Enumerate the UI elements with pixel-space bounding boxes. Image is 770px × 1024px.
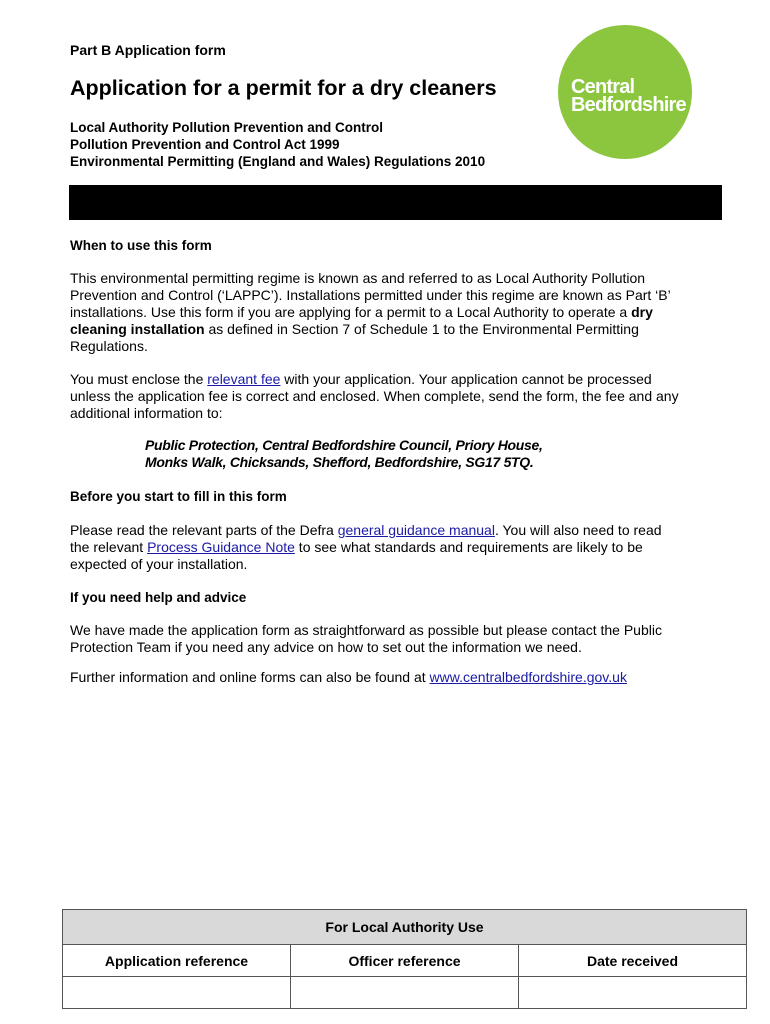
text-line: expected of your installation. bbox=[70, 556, 248, 572]
application-reference-cell[interactable] bbox=[63, 977, 291, 1009]
legislation-line: Local Authority Pollution Prevention and Control bbox=[70, 120, 383, 135]
relevant-fee-link[interactable]: relevant fee bbox=[207, 371, 281, 387]
text-line: additional information to: bbox=[70, 405, 223, 421]
text-run: with your application. Your application cannot be processed bbox=[280, 371, 652, 387]
text-line: We have made the application form as straightforward as possible but please contact the Public bbox=[70, 622, 662, 638]
text-line: Protection Team if you need any advice on how to set out the information we need. bbox=[70, 639, 582, 655]
table-row bbox=[63, 977, 747, 1009]
table-title-row bbox=[63, 910, 747, 945]
postal-address bbox=[145, 437, 543, 471]
column-header-officer-reference: Officer reference bbox=[291, 945, 519, 977]
when-paragraph-1 bbox=[70, 270, 750, 355]
text-line bbox=[70, 539, 750, 556]
before-paragraph bbox=[70, 522, 750, 573]
text-run: the relevant bbox=[70, 539, 148, 555]
help-paragraph bbox=[70, 622, 750, 656]
text-run: You must enclose the bbox=[70, 371, 208, 387]
address-line: Monks Walk, Chicksands, Shefford, Bedfordshire, SG17 5TQ. bbox=[145, 454, 534, 470]
page-title: Application for a permit for a dry cleaners bbox=[70, 76, 497, 100]
text-line bbox=[70, 321, 750, 338]
address-line: Public Protection, Central Bedfordshire Council, Priory House, bbox=[145, 437, 543, 453]
black-banner bbox=[69, 185, 722, 220]
text-line: This environmental permitting regime is known as and referred to as Local Authority Pollution bbox=[70, 270, 646, 286]
text-run: Further information and online forms can also be found at bbox=[70, 669, 430, 685]
text-run: Please read the relevant parts of the Defra bbox=[70, 522, 338, 538]
text-line: unless the application fee is correct and enclosed. When complete, send the form, the fee and any bbox=[70, 388, 679, 404]
text-run: to see what standards and requirements are likely to be bbox=[294, 539, 643, 555]
legislation-list bbox=[70, 119, 485, 170]
bold-text-run: dry bbox=[631, 304, 653, 320]
process-guidance-note-link[interactable]: Process Guidance Note bbox=[147, 539, 295, 555]
text-line bbox=[70, 371, 750, 388]
text-line bbox=[70, 304, 750, 321]
table-title: For Local Authority Use bbox=[63, 910, 747, 945]
local-authority-use-table bbox=[62, 909, 747, 1009]
text-run: installations. Use this form if you are applying for a permit to a Local Authority to operate a bbox=[70, 304, 632, 320]
officer-reference-cell[interactable] bbox=[291, 977, 519, 1009]
general-guidance-manual-link[interactable]: general guidance manual bbox=[337, 522, 495, 538]
before-heading: Before you start to fill in this form bbox=[70, 489, 287, 504]
website-link[interactable]: www.centralbedfordshire.gov.uk bbox=[429, 669, 627, 685]
help-heading: If you need help and advice bbox=[70, 590, 247, 605]
logo-text-line1: Central bbox=[571, 76, 635, 98]
text-run: as defined in Section 7 of Schedule 1 to the Environmental Permitting bbox=[204, 321, 639, 337]
text-line bbox=[70, 669, 750, 686]
central-bedfordshire-logo bbox=[558, 25, 692, 159]
legislation-line: Pollution Prevention and Control Act 1999 bbox=[70, 137, 340, 152]
table-header-row bbox=[63, 945, 747, 977]
when-paragraph-2 bbox=[70, 371, 750, 422]
date-received-cell[interactable] bbox=[519, 977, 747, 1009]
when-heading: When to use this form bbox=[70, 238, 212, 253]
text-run: . You will also need to read bbox=[494, 522, 662, 538]
legislation-line: Environmental Permitting (England and Wales) Regulations 2010 bbox=[70, 154, 486, 169]
part-label: Part B Application form bbox=[70, 42, 226, 58]
text-line bbox=[70, 522, 750, 539]
logo-text-line2: Bedfordshire bbox=[571, 94, 686, 116]
bold-text-run: cleaning installation bbox=[70, 321, 205, 337]
text-line: Regulations. bbox=[70, 338, 148, 354]
text-line: Prevention and Control (‘LAPPC’). Installations permitted under this regime are known as Part ‘B’ bbox=[70, 287, 671, 303]
further-info-paragraph bbox=[70, 669, 750, 686]
column-header-application-reference: Application reference bbox=[63, 945, 291, 977]
column-header-date-received: Date received bbox=[519, 945, 747, 977]
